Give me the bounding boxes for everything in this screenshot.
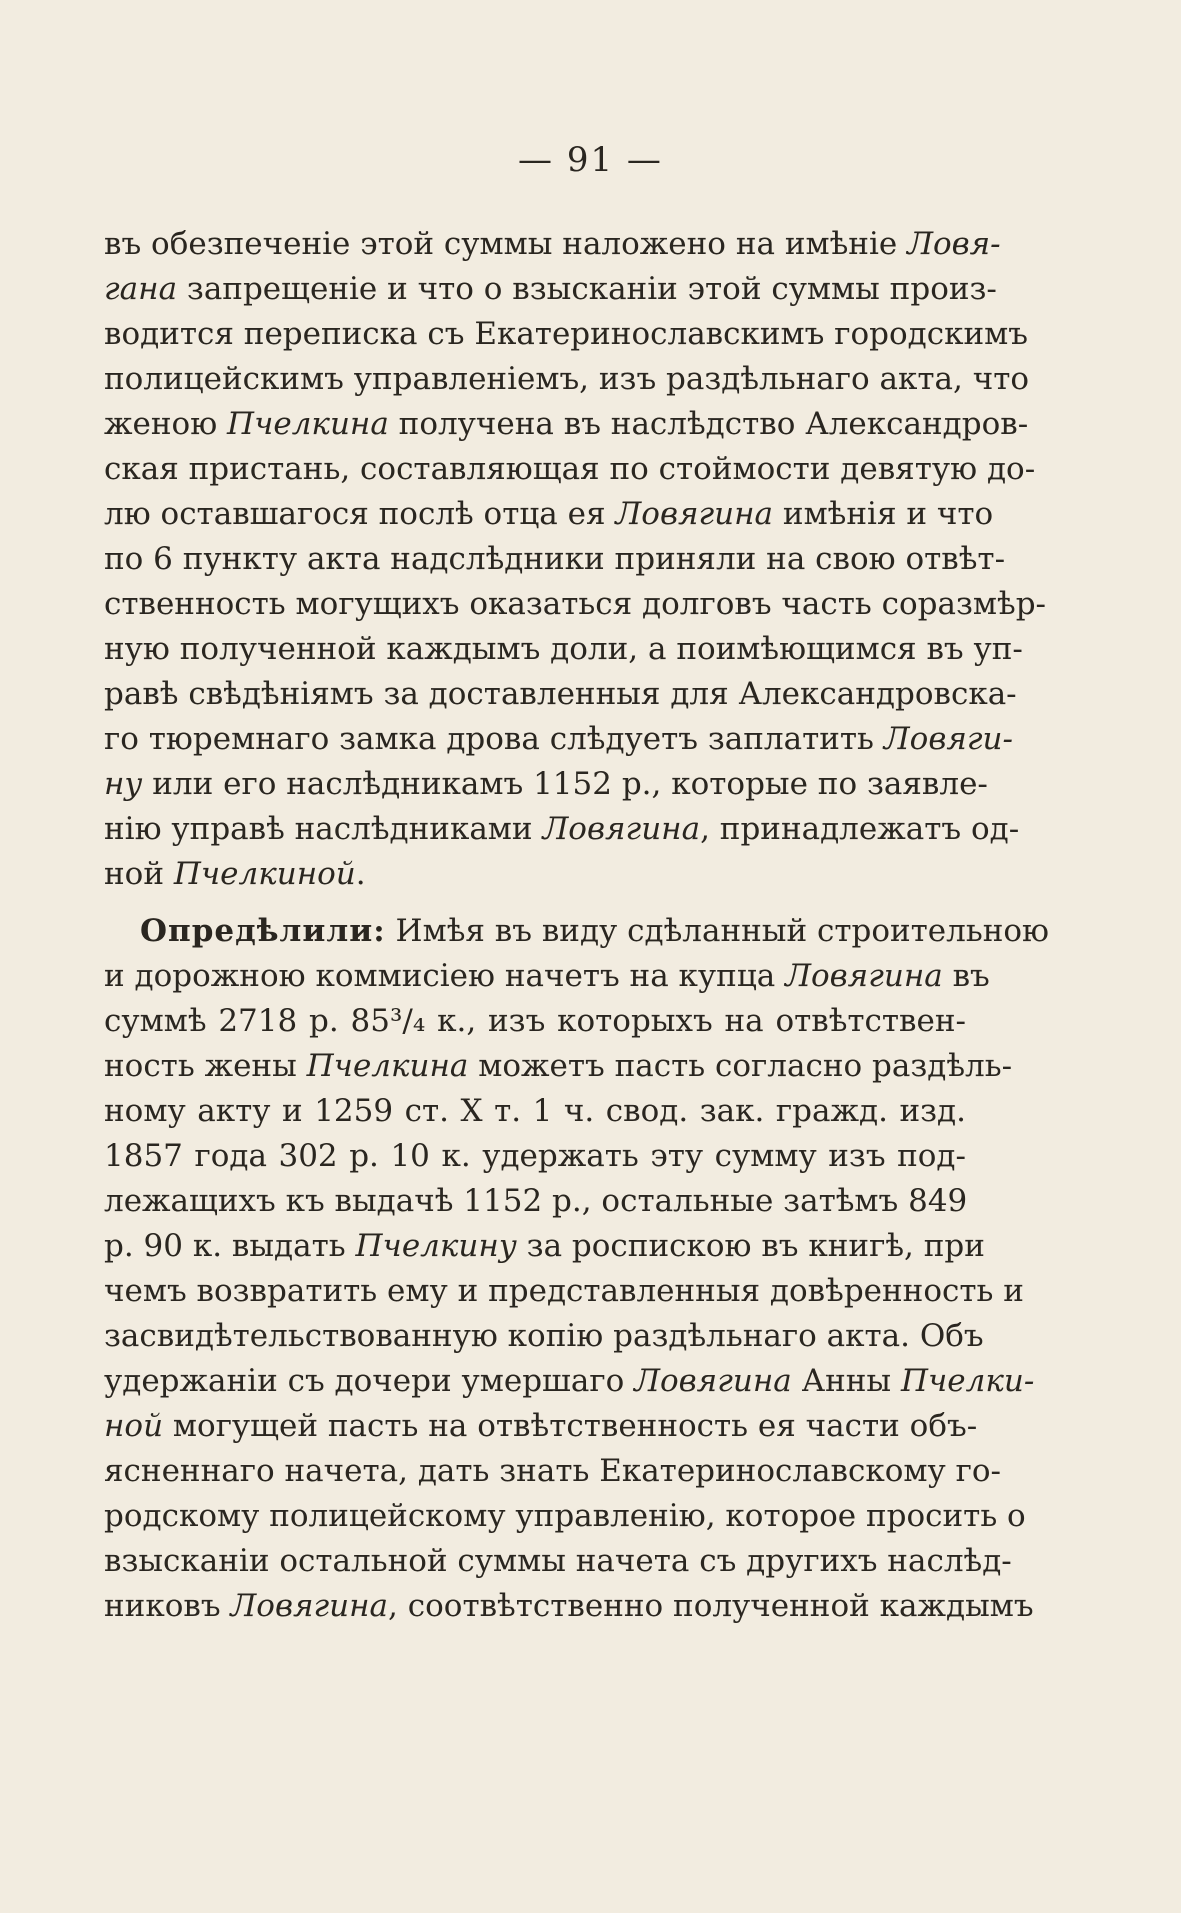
text-line	[104, 909, 1050, 954]
italic-name: Ловягина	[634, 1363, 792, 1399]
text-run: суммѣ 2718 р. 85³/₄ к., изъ которыхъ на отвѣтствен-	[104, 1003, 966, 1039]
text-line	[104, 447, 1036, 492]
text-run: 1857 года 302 р. 10 к. удержать эту сумму изъ под-	[104, 1138, 966, 1174]
italic-name: Ловягина	[542, 811, 701, 847]
page-number: — 91 —	[518, 140, 663, 180]
text-run: ному акту и 1259 ст. X т. 1 ч. свод. зак. гражд. изд.	[104, 1093, 966, 1129]
text-run: засвидѣтельствованную копію раздѣльнаго акта. Объ	[104, 1318, 984, 1354]
text-run: взысканіи остальной суммы начета съ другихъ наслѣд-	[104, 1543, 1012, 1579]
text-run: равѣ свѣдѣніямъ за доставленныя для Александровска-	[104, 676, 1017, 712]
text-line	[104, 627, 1023, 672]
italic-name: Пчелкину	[355, 1228, 517, 1264]
text-run: лежащихъ къ выдачѣ 1152 р., остальные затѣмъ 849	[104, 1183, 968, 1219]
text-line	[104, 1044, 1013, 1089]
text-run: нію управѣ наслѣдниками	[104, 811, 543, 847]
text-line	[104, 1539, 1012, 1584]
italic-name: Ловягина	[615, 496, 774, 532]
text-line	[104, 954, 990, 999]
text-line	[104, 402, 1029, 447]
text-line	[104, 762, 988, 807]
text-run: могущей пасть на отвѣтственность ея части объ-	[163, 1408, 978, 1444]
text-line	[104, 582, 1047, 627]
text-run: можетъ пасть согласно раздѣль-	[468, 1048, 1013, 1084]
text-run: , соотвѣтственно полученной каждымъ	[388, 1588, 1034, 1624]
italic-name: Пчелкина	[227, 406, 389, 442]
italic-name: ну	[104, 766, 143, 802]
text-line	[104, 492, 994, 537]
text-line	[104, 999, 966, 1044]
text-run: лю оставшагося послѣ отца ея	[104, 496, 616, 532]
text-run: по 6 пункту акта надслѣдники приняли на свою отвѣт-	[104, 541, 1006, 577]
text-run: имѣнія и что	[773, 496, 994, 532]
text-run: ность жены	[104, 1048, 307, 1084]
text-line	[104, 267, 997, 312]
text-run: родскому полицейскому управленію, которое просить о	[104, 1498, 1026, 1534]
text-line	[104, 807, 1020, 852]
text-line	[104, 1359, 1035, 1404]
text-run: въ	[942, 958, 990, 994]
paragraph-2	[104, 909, 1050, 1629]
text-line	[104, 1269, 1024, 1314]
text-run: женою	[104, 406, 228, 442]
text-run: или его наслѣдникамъ 1152 р., которые по заявле-	[142, 766, 988, 802]
italic-name: Ловягина	[230, 1588, 389, 1624]
text-line	[104, 1404, 978, 1449]
text-run: .	[355, 856, 366, 892]
text-run: ную полученной каждымъ доли, а поимѣющимся въ уп-	[104, 631, 1023, 667]
text-run: , принадлежатъ од-	[700, 811, 1020, 847]
text-line	[104, 1314, 984, 1359]
text-line	[104, 1179, 966, 1224]
text-run: ская пристань, составляющая по стоймости девятую до-	[104, 451, 1036, 487]
text-run: р. 90 к. выдать	[104, 1228, 356, 1264]
text-line	[104, 1134, 966, 1179]
text-line	[104, 1089, 966, 1134]
text-run: за роспискою въ книгѣ, при	[516, 1228, 985, 1264]
text-line	[104, 717, 1013, 762]
text-line	[104, 852, 966, 897]
text-line	[104, 1494, 1026, 1539]
text-run: чемъ возвратить ему и представленныя довѣренность и	[104, 1273, 1024, 1309]
paragraph-1	[104, 222, 1047, 897]
italic-name: гана	[104, 271, 178, 307]
italic-name: Пчелкиной	[173, 856, 356, 892]
text-run: получена въ наслѣдство Александров-	[388, 406, 1029, 442]
text-line	[104, 1584, 1034, 1629]
paragraph-gap	[104, 897, 966, 909]
text-run: водится переписка съ Екатеринославскимъ городскимъ	[104, 316, 1028, 352]
text-run: Имѣя въ виду сдѣланный строительною	[385, 913, 1050, 949]
text-run: полицейскимъ управленіемъ, изъ раздѣльнаго акта, что	[104, 361, 1030, 397]
text-run: Анны	[791, 1363, 901, 1399]
text-run: ясненнаго начета, дать знать Екатеринославскому го-	[104, 1453, 1001, 1489]
italic-name: ной	[104, 1408, 164, 1444]
text-run: и дорожною коммисіею начетъ на купца	[104, 958, 786, 994]
text-line	[104, 672, 1017, 717]
text-run: удержаніи съ дочери умершаго	[104, 1363, 635, 1399]
resolution-heading: Опредѣлили:	[140, 913, 386, 949]
text-line	[104, 1449, 1001, 1494]
italic-name: Ловягина	[785, 958, 943, 994]
text-run: го тюремнаго замка дрова слѣдуетъ заплатить	[104, 721, 884, 757]
italic-name: Пчелкина	[306, 1048, 469, 1084]
text-line	[104, 357, 1030, 402]
text-line	[104, 1224, 985, 1269]
text-run: никовъ	[104, 1588, 231, 1624]
italic-name: Ловя-	[907, 226, 1001, 262]
text-line	[104, 312, 1028, 357]
page-body	[104, 222, 1050, 1629]
text-run: запрещеніе и что о взысканіи этой суммы произ-	[177, 271, 997, 307]
text-run: въ обезпеченіе этой суммы наложено на имѣніе	[104, 226, 908, 262]
text-line	[104, 537, 1006, 582]
text-run: ственность могущихъ оказаться долговъ часть соразмѣр-	[104, 586, 1047, 622]
text-run: ной	[104, 856, 174, 892]
italic-name: Ловяги-	[883, 721, 1013, 757]
text-line	[104, 222, 1001, 267]
italic-name: Пчелки-	[900, 1363, 1035, 1399]
